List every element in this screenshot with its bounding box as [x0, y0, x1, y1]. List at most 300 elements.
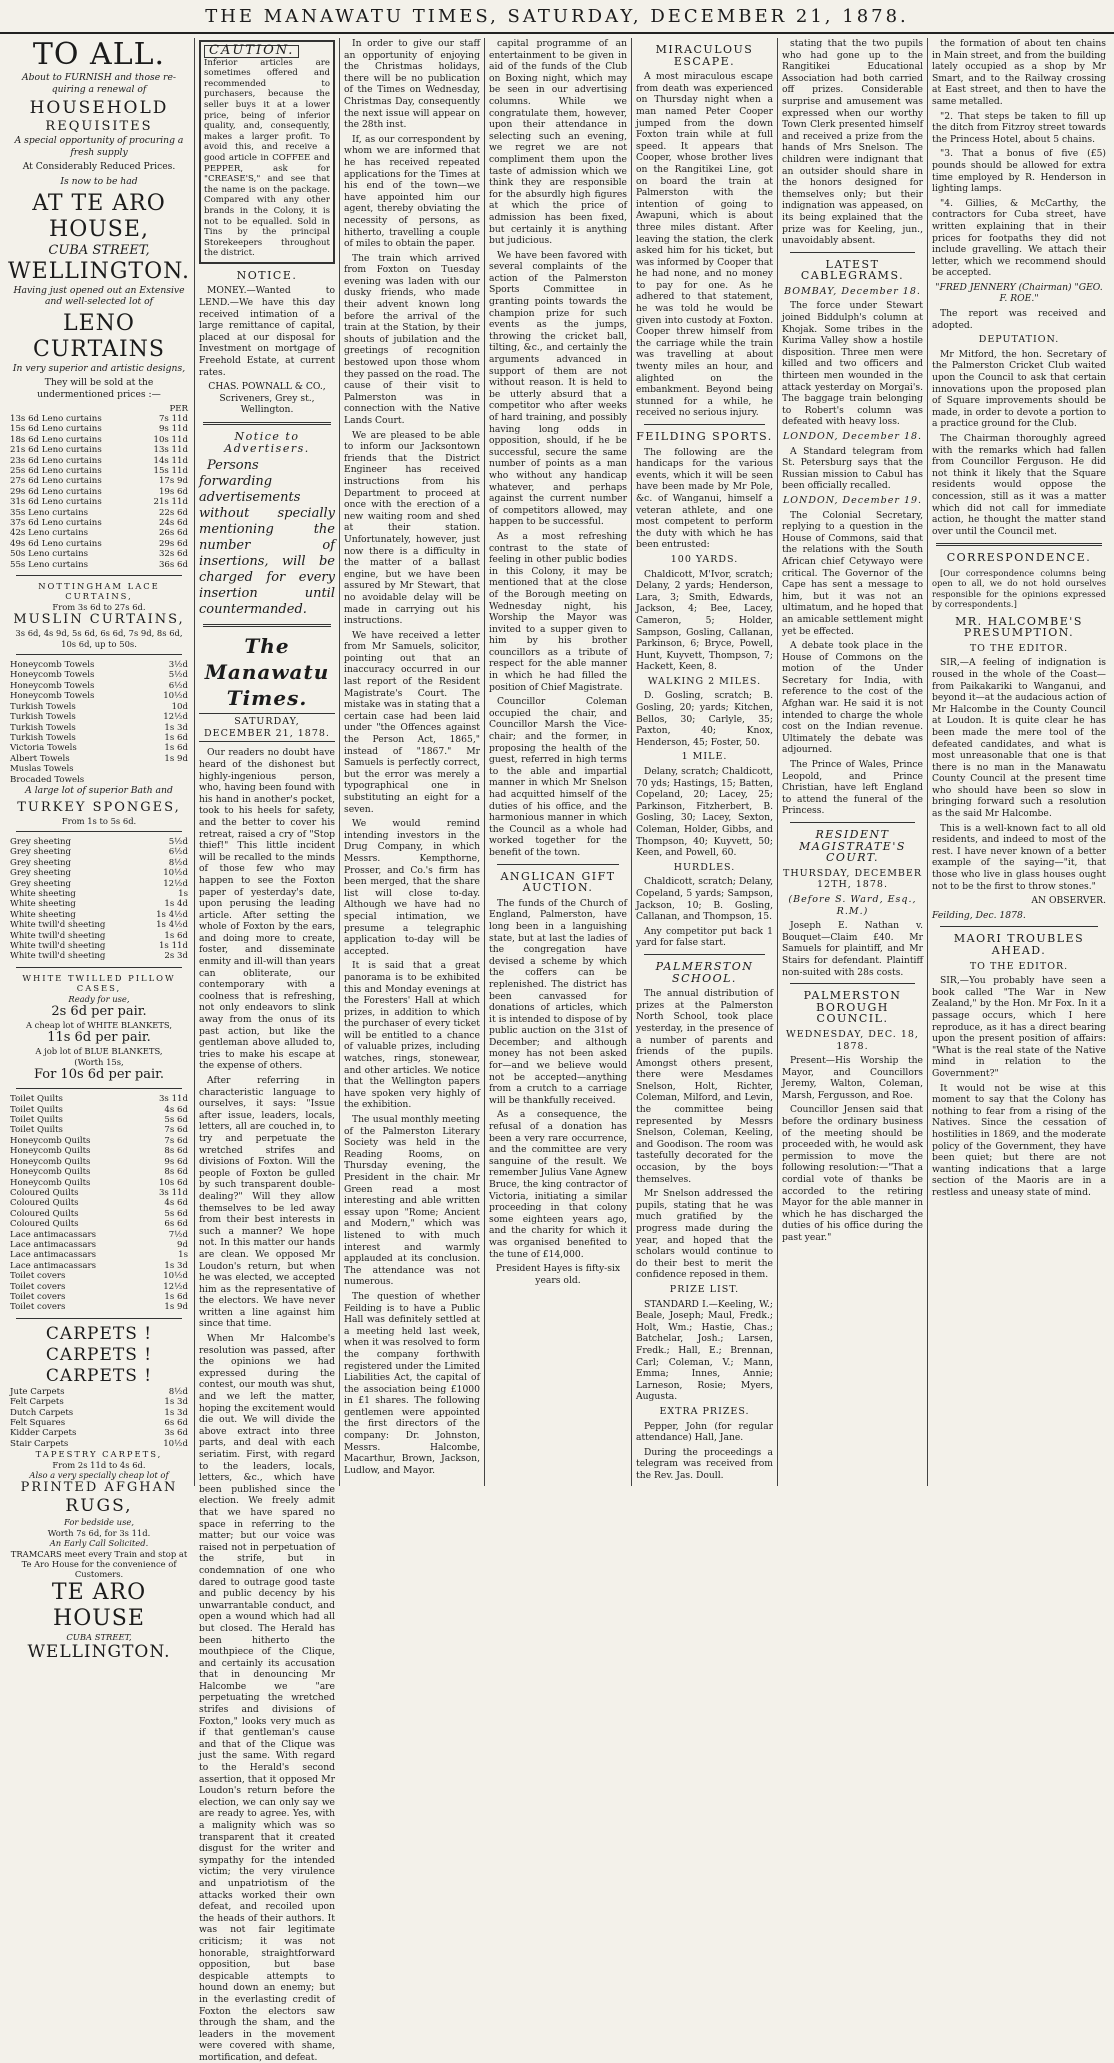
advert-ready: Ready for use,: [68, 993, 130, 1004]
quilt-row: [8, 1115, 190, 1125]
advert-city: WELLINGTON.: [8, 258, 190, 284]
caution-title: CAUTION.: [204, 45, 299, 58]
quilt-row-price: 1s: [178, 1250, 188, 1261]
towel-row-item: Victoria Towels: [10, 743, 77, 754]
local-news-3: The train which arrived from Foxton on Tuesday evening was laden with our dusky friends, who made their advent known long before the arrival of the train at the Station, by their shouts of jubilation and the greetings of recognition bestowed upon those whom they passed on the road. The cause of their visit to Palmerston was in connection with the Native Lands Court.: [344, 252, 480, 426]
quilt-row-price: 8s 6d: [164, 1146, 188, 1157]
sheeting-row: [8, 858, 190, 868]
resident-court-heading: RESIDENT MAGISTRATE'S COURT.: [799, 828, 906, 865]
advert-now: Is now to be had: [60, 175, 138, 187]
towel-row-price: 3½d: [168, 660, 188, 671]
sheeting-row-price: 1s 4d: [164, 899, 188, 910]
quilt-row-price: 7s 6d: [164, 1125, 188, 1136]
advert-reduced: At Considerably Reduced Prices.: [22, 161, 176, 173]
local-news-13: Councillor Coleman occupied the chair, and Councillor Marsh the Vice-chair; and the former, in proposing the health of the guest, referred in high terms to the able and impartial manner in which Mr Snelson had acquitted himself of the duties of his office, and the harmonious manner in which the Council as a whole had worked together for the benefit of the town.: [489, 696, 627, 858]
sheeting-row: [8, 837, 190, 847]
curtain-row: [8, 518, 190, 528]
maori-letter-1: SIR,—You probably have seen a book called "The War in New Zealand," by the Hon. Mr Fox. In it a passage occurs, which I here reproduce, as it has a direct bearing upon the present position of affairs: "What is the real state of the Native mind in relation to the Government?": [932, 975, 1106, 1079]
local-news-11: We have been favored with several complaints of the action of the Palmerston Sports Committee in granting points towards the champion prize for such events as the jumps, throwing the cricket ball, tilting, &c., and certainly the arguments advanced in support of them are not without reason. It is held to be utterly absurd that a competitor who after weeks of hard training, and possibly having long odds in opposition, should, if he be successful, secure the same number of points as a man who without any handicap whatever, and perhaps against the current number of competitors allowed, may happen to be successful.: [489, 249, 627, 528]
advert-early: An Early Call Solicited.: [49, 1538, 149, 1549]
carpet-row: [8, 1418, 190, 1428]
quilt-row: [8, 1146, 190, 1156]
curtain-row: [8, 435, 190, 445]
sheeting-row-item: White twill'd sheeting: [10, 951, 106, 962]
cable-text-1: The force under Stewart joined Biddulph's column at Khojak. Some tribes in the Kurima Valley show a hostile disposition. Three men were killed and two officers and thirteen men wounded in the attack yesterday on Morgai's. The baggage train belonging to Robert's column was defeated with heavy loss.: [782, 300, 923, 428]
sheeting-row: [8, 910, 190, 920]
correspondence-note: [Our correspondence columns being open to all, we do not hold ourselves responsible for the opinions expressed by correspondents.]: [932, 567, 1106, 610]
advert-nottingham: NOTTINGHAM LACE CURTAINS,: [38, 581, 160, 602]
sheeting-row-price: 8½d: [168, 857, 188, 868]
curtain-row-item: 31s 6d Leno curtains: [10, 497, 102, 508]
curtain-row-item: 50s Leno curtains: [10, 549, 89, 560]
advert-house-name: AT TE ARO HOUSE,: [32, 190, 166, 242]
carpet-row-item: Dutch Carpets: [10, 1407, 74, 1418]
halcombe-letter-to: TO THE EDITOR.: [969, 642, 1069, 654]
yards100-heading: 100 YARDS.: [670, 553, 739, 565]
quilt-row-item: Toilet covers: [10, 1271, 66, 1282]
sheeting-row: [8, 899, 190, 909]
towel-row: [8, 723, 190, 733]
curtain-row-item: 25s 6d Leno curtains: [10, 465, 102, 476]
quilt-row: [8, 1198, 190, 1208]
advert-footer-city: WELLINGTON.: [27, 1642, 171, 1663]
sheeting-row: [8, 931, 190, 941]
towel-row-price: 1s 9d: [164, 753, 188, 764]
advert-sold: They will be sold at the undermentioned prices :—: [37, 377, 161, 400]
quilt-row-item: Coloured Quilts: [10, 1219, 79, 1230]
curtain-row-item: 42s Leno curtains: [10, 528, 89, 539]
sheeting-row-price: 1s 6d: [164, 930, 188, 941]
sheeting-row: [8, 920, 190, 930]
caution-text: Inferior articles are sometimes offered and recommended to purchasers, because the seller buys it at a lower price, being of inferior quality, and, consequently, makes a larger profit. To avoid this, and receive a good article in COFFEE and PEPPER, ask for "CREASE'S," and see that the name is on the package. Compared with any other brands in the Colony, it is not to be equalled. Sold in Tins by the principal Storekeepers throughout the district.: [204, 57, 330, 259]
advert-bedside: For bedside use,: [63, 1517, 134, 1528]
curtain-row: [8, 560, 190, 570]
curtain-row-item: 13s 6d Leno curtains: [10, 413, 102, 424]
works-report-2: "2. That steps be taken to fill up the ditch from Fitzroy street towards the Princess Hotel, about 5 chains.: [932, 110, 1106, 145]
quilt-row-item: Lace antimacassars: [10, 1229, 96, 1240]
per-label: PER: [169, 403, 188, 414]
curtain-row-price: 13s 11d: [153, 445, 188, 456]
carpet-row-price: 1s 3d: [164, 1397, 188, 1408]
cablegrams-heading: LATEST CABLEGRAMS.: [800, 257, 905, 283]
towel-row: [8, 702, 190, 712]
quilt-row: [8, 1209, 190, 1219]
column-7: [927, 38, 1110, 1486]
curtain-row-price: 15s 11d: [153, 465, 188, 476]
carpet-row-price: 1s 3d: [164, 1407, 188, 1418]
quilt-row-item: Toilet Quilts: [10, 1115, 63, 1126]
quilt-row-price: 9s 6d: [164, 1156, 188, 1167]
advert-pillow: WHITE TWILLED PILLOW CASES,: [22, 972, 176, 994]
quilt-row: [8, 1178, 190, 1188]
quilt-row-price: 10½d: [163, 1271, 188, 1282]
quilt-row-item: Coloured Quilts: [10, 1208, 79, 1219]
quilt-row-item: Lace antimacassars: [10, 1260, 96, 1271]
towel-row: [8, 712, 190, 722]
carpet-row-price: 3s 6d: [164, 1428, 188, 1439]
quilt-row-price: 6s 6d: [164, 1219, 188, 1230]
quilt-row-price: 1s 9d: [164, 1302, 188, 1313]
advert-turkey: TURKEY SPONGES,: [17, 799, 181, 815]
carpet-row-price: 8½d: [168, 1386, 188, 1397]
works-report-3: "3. That a bonus of five (£5) pounds should be allowed for extra time employed by R. Henderson in lighting lamps.: [932, 148, 1106, 195]
quilt-row: [8, 1188, 190, 1198]
quilt-row-price: 4s 6d: [164, 1198, 188, 1209]
curtain-price-list: [8, 404, 190, 571]
column-3: [339, 38, 484, 1486]
borough-date: WEDNESDAY, DEC. 18, 1878.: [786, 1028, 919, 1052]
curtain-row-price: 7s 11d: [158, 413, 188, 424]
local-news-10: capital programme of an entertainment to be given in aid of the funds of the Club on Boxing night, which may be seen in our advertising columns. While we congratulate them, however, upon their attendance in selecting such an evening, we regret we are not compliment them upon the taste of admission which we think they are responsible for the absurdly high figures at which the price of admission has been fixed, but certainly it is anything but judicious.: [489, 38, 627, 247]
curtain-row-item: 18s 6d Leno curtains: [10, 434, 102, 445]
local-news-8: The usual monthly meeting of the Palmerston Literary Society was held in the Reading Rooms, on Thursday evening, the President in the chair. Mr Green read a most interesting and able written essay upon "Rome; Ancient and Modern," which was listened to with much interest and warmly applauded at its conclusion. The attendance was not numerous.: [344, 1114, 480, 1288]
borough-text-2: Councillor Jensen said that before the ordinary business of the meeting should be proceeded with, he would ask permission to move the following resolution:—"That a cordial vote of thanks be accorded to the retiring Mayor for the able manner in which he has discharged the duties of his office during the past year.": [782, 1104, 923, 1243]
resident-court-bench: (Before S. Ward, Esq., R.M.): [788, 893, 917, 917]
quilt-row-item: Toilet covers: [10, 1281, 66, 1292]
deputation-heading: DEPUTATION.: [978, 334, 1060, 346]
carpet-row-price: 10½d: [163, 1438, 188, 1449]
advert-carpets: CARPETS ! CARPETS ! CARPETS !: [45, 1323, 153, 1386]
quilt-row: [8, 1282, 190, 1292]
curtain-row-price: 17s 9d: [158, 476, 188, 487]
sheeting-row-item: Grey sheeting: [10, 857, 71, 868]
editorial-paragraph-2: After referring in characteristic language to ourselves, it says: "Issue after issue, leaders, locals, letters, all are couched in, to try and perpetuate the wretched strifes and divisions of Foxton. Will the people of Foxton be gulled by such transparent double-dealing?" Will they allow themselves to be led away from their best interests in such a manner? We hope not. In this matter our hands are clean. We opposed Mr Loudon's return, but when he was elected, we accepted him as the representative of the electors. We have never written a line against him since that time.: [199, 1075, 335, 1330]
school-paragraph-2: Mr Snelson addressed the pupils, stating that he was much gratified by the progress made during the year, and hoped that the scholars would continue to do their best to merit the confidence reposed in them.: [636, 1188, 773, 1281]
halcombe-letter-place: Feilding, Dec. 1878.: [932, 909, 1026, 921]
towel-row: [8, 764, 190, 774]
towel-row-item: Albert Towels: [10, 753, 70, 764]
sheeting-row-item: White twill'd sheeting: [10, 941, 106, 951]
advert-printed: PRINTED AFGHAN: [20, 1480, 178, 1496]
prize-list-text: STANDARD I.—Keeling, W.; Beale, Joseph; Maul, Fredk.; Holt, Wm.; Hastie, Chas.; Batchelar, Josh.; Larsen, Fredk.; Hall, E.; Brennan, Carl; Coleman, V.; Mann, Emma; Innes, Annie; Larneson, Rosie; Myers, Augusta.: [636, 1298, 773, 1403]
quilt-row-item: Lace antimacassars: [10, 1239, 96, 1250]
curtain-row: [8, 476, 190, 486]
curtain-row: [8, 497, 190, 507]
towel-price-list: [8, 660, 190, 785]
towel-row-item: Honeycomb Towels: [10, 670, 95, 681]
towel-row-price: 1s 6d: [164, 732, 188, 743]
towel-row: [8, 733, 190, 743]
quilt-row: [8, 1167, 190, 1177]
quilt-row: [8, 1250, 190, 1260]
advert-leno: LENO CURTAINS: [33, 310, 165, 362]
curtain-row: [8, 549, 190, 559]
curtain-row-item: 21s 6d Leno curtains: [10, 445, 102, 456]
anglican-paragraph-1: The funds of the Church of England, Palmerston, have long been in a languishing state, but at last the ladies of the congregation have devised a scheme by which the coffers can be replenished. The district has been canvassed for donations of articles, which it is intended to dispose of by public auction on the 31st of December; and although money has not been asked for—and we believe would not be accepted—anything from a crutch to a carriage will be thankfully received.: [489, 897, 627, 1106]
curtain-row-price: 24s 6d: [158, 518, 188, 528]
advert-worth: Worth 7s 6d, for 3s 11d.: [47, 1527, 151, 1538]
advert-bath: A large lot of superior Bath and: [25, 784, 173, 796]
mile-text: Delany, scratch; Chaldicott, 70 yds; Hastings, 15; Batten, Copeland, 20; Lacey, 25; Parkinson, Fitzherbert, B. Gosling, 30; Lacey, Sexton, Coleman, Holder, Gibbs, and Thompson, 40; Kuyvett, 50; Keen, and Powell, 60.: [636, 766, 773, 859]
maori-letter-heading: MAORI TROUBLES AHEAD.: [953, 932, 1085, 957]
advert-blue-price: For 10s 6d per pair.: [33, 1067, 165, 1083]
curtain-row-item: 29s 6d Leno curtains: [10, 486, 102, 497]
towel-row: [8, 681, 190, 691]
sheeting-row-price: 12½d: [163, 878, 188, 889]
local-news-5: We have received a letter from Mr Samuels, solicitor, pointing out that an inaccuracy occurred in our last report of the Resident Magistrate's Court. The mistake was in stating that a certain case had been laid under "the Offences against the Person Act, 1865," instead of "1867." Mr Samuels is perfectly correct, but the error was merely a typographical one in substituting an eight for a seven.: [344, 629, 480, 815]
advert-blue-worth: (Worth 15s,: [74, 1056, 124, 1067]
towel-row: [8, 691, 190, 701]
curtain-row-price: 22s 6d: [158, 507, 188, 518]
column-5: [631, 38, 777, 1486]
works-report-adopted: The report was received and adopted.: [932, 308, 1106, 331]
hurdles-heading: HURDLES.: [673, 861, 736, 873]
quilt-row-item: Coloured Quilts: [10, 1198, 79, 1209]
advert-special: A special opportunity of procuring a fresh supply: [14, 135, 184, 158]
sheeting-row-item: White twill'd sheeting: [10, 920, 106, 931]
local-news-4: We are pleased to be able to inform our Jacksontown friends that the District Engineer has received instructions from his Department to proceed at once with the erection of a new waiting room and shed at their station. Unfortunately, however, just now there is a difficulty in the matter of a ballast engine, but we have been assured by Mr Stewart, that no avoidable delay will be made in carrying out his instructions.: [344, 429, 480, 627]
towel-row-item: Turkish Towels: [10, 712, 76, 723]
column-6: [777, 38, 927, 1486]
quilt-row-price: 7½d: [168, 1229, 188, 1240]
masthead: [0, 0, 1114, 34]
advert-headline: TO ALL.: [32, 37, 166, 72]
sheeting-row-price: 1s 11d: [158, 941, 188, 951]
quilt-row-price: 1s 3d: [164, 1260, 188, 1271]
walking-heading: WALKING 2 MILES.: [647, 675, 762, 687]
carpet-row-item: Jute Carpets: [10, 1386, 65, 1397]
carpet-row: [8, 1397, 190, 1407]
quilt-row-item: Lace antimacassars: [10, 1250, 96, 1261]
quilt-row-price: 3s 11d: [158, 1187, 188, 1198]
quilt-row: [8, 1219, 190, 1229]
advert-footer-house: TE ARO HOUSE: [51, 1579, 147, 1631]
quilt-price-list: [8, 1094, 190, 1313]
curtain-row: [8, 528, 190, 538]
advert-opened: Having just opened out an Extensive and well-selected lot of: [13, 284, 185, 308]
advertisers-heading: Notice to Advertisers.: [224, 430, 310, 455]
carpet-row: [8, 1387, 190, 1397]
carpet-price-list: [8, 1387, 190, 1449]
deputation-text-1: Mr Mitford, the hon. Secretary of the Palmerston Cricket Club waited upon the Council to ask that certain innovations upon the proposed plan of Square improvements should be made, in order to devote a portion to a practice ground for the Club.: [932, 348, 1106, 430]
curtain-row: [8, 456, 190, 466]
newspaper-title: The Manawatu Times.: [204, 634, 330, 711]
towel-row-price: 12½d: [163, 712, 188, 723]
extra-prizes-heading: EXTRA PRIZES.: [659, 1405, 750, 1417]
carpet-row-price: 6s 6d: [164, 1418, 188, 1428]
sheeting-row: [8, 868, 190, 878]
advertisers-text: Persons forwarding advertisements without specially mentioning the number of insertions, will be charged for every insertion until countermanded.: [199, 458, 335, 618]
towel-row-price: 10d: [171, 701, 188, 712]
quilt-row-item: Toilet Quilts: [10, 1104, 63, 1115]
towel-row-item: Turkish Towels: [10, 732, 76, 743]
quilt-row-item: Toilet Quilts: [10, 1125, 63, 1136]
quilt-row: [8, 1240, 190, 1250]
yards100-text: Chaldicott, M'Ivor, scratch; Delany, 2 yards; Henderson, Lara, 3; Smith, Edwards, Jackson, 4; Bee, Lacey, Cameron, 5; Holder, Sampson, Gosling, Callanan, Parkinson, 6; Bryce, Powell, Hunt, Kuyvett, Thompson, 7; Hackett, Keen, 8.: [636, 568, 773, 673]
sheeting-row-price: 1s 4½d: [156, 909, 188, 920]
miraculous-heading: MIRACULOUS ESCAPE.: [655, 43, 754, 68]
quilt-row-price: 10s 6d: [158, 1177, 188, 1188]
curtain-row-price: 29s 6d: [158, 538, 188, 549]
prize-list-heading: PRIZE LIST.: [669, 1283, 740, 1295]
local-news-6: We would remind intending investors in the Drug Company, in which Messrs. Kempthorne, Prosser, and Co.'s firm has been merged, that the share list will close to-day. Although we have had no special intimation, we presume a telegraphic application to-day will be accepted.: [344, 818, 480, 957]
towel-row-price: 6½d: [168, 680, 188, 691]
curtain-row-price: 26s 6d: [158, 528, 188, 539]
curtain-row-price: 19s 6d: [158, 486, 188, 497]
advert-blue: A job lot of BLUE BLANKETS,: [35, 1046, 163, 1057]
sheeting-row-item: Grey sheeting: [10, 836, 71, 847]
extra-prizes-text: Pepper, John (for regular attendance) Hall, Jane.: [636, 1420, 773, 1444]
curtain-row-item: 23s 6d Leno curtains: [10, 455, 102, 466]
sheeting-row-item: Grey sheeting: [10, 847, 71, 858]
editorial-dateline: SATURDAY, DECEMBER 21, 1878.: [199, 713, 335, 742]
deputation-text-2: The Chairman thoroughly agreed with the remarks which had fallen from Councillor Ferguson. He did not think it likely that the Square residents would oppose the concession, still as it was a matter which did not call for immediate action, he thought the matter stand over until the Council met.: [932, 433, 1106, 537]
halcombe-letter-2: This is a well-known fact to all old residents, and indeed to most of the rest. I have never known of a better example of the saying—"it, that those who live in glass houses ought not to be the first to throw stones.": [932, 822, 1106, 892]
towel-row-item: Brocaded Towels: [10, 774, 85, 785]
curtain-row-item: 35s Leno curtains: [10, 507, 89, 518]
borough-heading: PALMERSTON BOROUGH COUNCIL.: [803, 989, 902, 1026]
advert-muslin-price: 3s 6d, 4s 9d, 5s 6d, 6s 6d, 7s 9d, 8s 6d, 10s 6d, up to 50s.: [15, 628, 183, 649]
sheeting-row-price: 10½d: [163, 868, 188, 879]
towel-row-item: Muslas Towels: [10, 764, 74, 775]
works-report-4: "4. Gillies, & McCarthy, the contractors for Cuba street, have written explaining that in their prices for footpaths they did not include gravelling. We attach their letter, which we recommend should be accepted.: [932, 197, 1106, 279]
halcombe-letter-heading: MR. HALCOMBE'S PRESUMPTION.: [955, 614, 1083, 640]
maori-letter-2: It would not be wise at this moment to say that the Colony has nothing to fear from a rising of the Natives. Since the cessation of hostilities in 1869, and the moderate policy of the Government, they have been quiet; but there are not wanting indications that a large section of the Maoris are in a restless and uneasy state of mind.: [932, 1082, 1106, 1198]
quilt-row-item: Honeycomb Quilts: [10, 1135, 91, 1146]
feilding-heading: FEILDING SPORTS.: [636, 430, 773, 443]
curtain-row: [8, 466, 190, 476]
advert-blankets-price: 11s 6d per pair.: [47, 1030, 151, 1046]
quilt-row-price: 8s 6d: [164, 1167, 188, 1178]
quilt-row-price: 3s 11d: [158, 1094, 188, 1105]
mile-heading: 1 MILE.: [681, 751, 728, 763]
maori-letter-to: TO THE EDITOR.: [969, 960, 1069, 972]
school-heading: PALMERSTON SCHOOL.: [655, 959, 754, 985]
towel-row-item: Turkish Towels: [10, 701, 76, 712]
curtain-row: [8, 487, 190, 497]
sheeting-row: [8, 847, 190, 857]
quilt-row-item: Toilet Quilts: [10, 1094, 63, 1105]
sheeting-row-item: White twill'd sheeting: [10, 930, 106, 941]
carpet-row: [8, 1428, 190, 1438]
editorial-paragraph-1: Our readers no doubt have heard of the dishonest but highly-ingenious person, who, having been found with his hand in another's pocket, took to his heels for safety, and the better to cover his retreat, raised a cry of "Stop thief!" This little incident will be recalled to the minds of those few who may happen to see the Foxton paper of yesterday's date, upon perusing the leading article. After setting the whole of Foxton by the ears, and doing more to create, foster, and disseminate enmity and ill-will than years can obliterate, our contemporary with a coolness that is refreshing, not only endeavors to slink away from the onus of its past action, but like the gentleman above alluded to, tries to make his escape at the expense of others.: [199, 747, 335, 1072]
quilt-row: [8, 1157, 190, 1167]
sheeting-row-item: White sheeting: [10, 909, 76, 920]
editorial-paragraph-3: When Mr Halcombe's resolution was passed, after the opinions we had expressed during the contest, our mouth was shut, and we left the matter, hoping the excitement would die out. We will divide the above extract into three parts, and deal with each seriatim. First, with regard to the leaders, locals, letters, &c., which have been published since the election. We freely admit that we have spared no space in referring to the matter; but our voice was raised not in perpetuation of the strife, but in condemnation of one who dared to outrage good taste and public decency by his unwarrantable conduct, and open a wound which had all but closed. The Herald has been hitherto the mouthpiece of the Clique, and certainly its accusation that in denouncing Mr Halcombe we "are perpetuating the wretched strifes and divisions of Foxton," looks very much as if that gentleman's cause and that of the Clique was just the same. With regard to the Herald's second assertion, that it opposed Mr Loudon's return before the election, we can only say we are ready to agree. Yes, with a malignity which was so transparent that it created disgust for the writer and sympathy for the intended victim; the very virulence and unpatriotism of the attacks worked their own defeat, and recoiled upon the heads of their authors. It was not fair legitimate criticism; it was not honorable, straightforward opposition, but base despicable attempts to hound down an enemy; but in the everlasting credit of Foxton the electors saw through the sham, and the leaders in the movement were covered with shame, mortification, and defeat.: [199, 1333, 335, 2063]
advert-requisites: REQUISITES: [45, 119, 153, 135]
advert-tapestry: TAPESTRY CARPETS,: [35, 1449, 163, 1460]
curtain-row-item: 27s 6d Leno curtains: [10, 476, 102, 487]
local-news-9: The question of whether Feilding is to have a Public Hall was definitely settled at a meeting held last week, when it was resolved to form the company forthwith registered under the Limited Liabilities Act, the capital of the association being £1000 in £1 shares. The following gentlemen were appointed the first directors of the company: Dr. Johnston, Messrs. Halcombe, Macarthur, Brown, Jackson, Ludlow, and Mayor.: [344, 1290, 480, 1476]
advert-turkey-price: From 1s to 5s 6d.: [61, 815, 137, 826]
masthead-title: THE MANAWATU TIMES, SATURDAY, DECEMBER 21, 1878.: [205, 6, 909, 27]
school-continued: stating that the two pupils who had gone up to the Rangitikei Educational Association had both carried off prizes. Considerable surprise and amusement was expressed when our worthy Town Clerk presented himself and received a prize from the hands of Mrs Snelson. The children were indignant that an outsider should share in the honors designed for themselves only; but their indignation was appeased, on its being explained that the prize was for Keeling, jun., unavoidably absent.: [782, 38, 923, 247]
advert-about: About to FURNISH and those re-quiring a renewal of: [22, 72, 176, 95]
works-report-signed: "FRED JENNERY (Chairman) "GEO. F. ROE.": [935, 281, 1103, 305]
miraculous-text: A most miraculous escape from death was experienced on Thursday night when a man named Peter Cooper jumped from the down Foxton train while at full speed. It appears that Cooper, whose brother lives on the Rangitikei Line, got on board the train at Palmerston with the intention of going to Awapuni, which is about three miles distant. After leaving the station, the clerk asked him for his ticket, but was informed by Cooper that he had none, and no money to pay for one. As he adhered to that statement, he was told he would be given into custody at Foxton. Cooper threw himself from the carriage while the train was travelling at about twenty miles an hour, and alighted on the embankment. Beyond being stunned for a while, he received no serious injury.: [636, 71, 773, 419]
sheeting-row-price: 6½d: [168, 847, 188, 858]
advert-household: HOUSEHOLD: [29, 98, 169, 119]
page-footer-note: President Hayes is fifty-six years old.: [495, 1263, 621, 1286]
quilt-row: [8, 1136, 190, 1146]
curtain-row-price: 9s 11d: [158, 424, 188, 435]
sheeting-row-item: Grey sheeting: [10, 878, 71, 889]
cable-text-4: A debate took place in the House of Commons on the motion of the Under Secretary for India, with reference to the cost of the Afghan war. He said it is not intended to charge the whole cost on the Indian revenue. Ultimately the debate was adjourned.: [782, 640, 923, 756]
quilt-row: [8, 1292, 190, 1302]
curtain-row: [8, 508, 190, 518]
curtain-row: [8, 539, 190, 549]
quilt-row: [8, 1094, 190, 1104]
cable-dateline-london-2: LONDON, December 19.: [782, 494, 923, 506]
curtain-row-item: 55s Leno curtains: [10, 559, 89, 570]
quilt-row-item: Honeycomb Quilts: [10, 1177, 91, 1188]
school-paragraph-1: The annual distribution of prizes at the Palmerston North School, took place yesterday, in the presence of a number of parents and friends of the pupils. Amongst others present, there were Mesdames Snelson, Holt, Richter, Coleman, Milford, and Levin, the committee being represented by Messrs Snelson, Coleman, Keeling, and Goodison. The room was tastefully decorated for the occasion, by the boys themselves.: [636, 988, 773, 1185]
quilt-row-item: Coloured Quilts: [10, 1187, 79, 1198]
quilt-row-item: Toilet covers: [10, 1291, 66, 1302]
school-paragraph-3: During the proceedings a telegram was received from the Rev. Jas. Doull.: [636, 1446, 773, 1481]
curtain-row-item: 37s 6d Leno curtains: [10, 518, 102, 528]
advert-pair: 2s 6d per pair.: [51, 1004, 147, 1020]
advert-tapestry-price: From 2s 11d to 4s 6d.: [52, 1459, 146, 1470]
towel-row-price: 5½d: [168, 670, 188, 681]
curtain-row: [8, 414, 190, 424]
quilt-row-item: Honeycomb Quilts: [10, 1167, 91, 1178]
quilt-row-price: 5s 6d: [164, 1115, 188, 1126]
quilt-row-item: Honeycomb Quilts: [10, 1156, 91, 1167]
towel-row: [8, 743, 190, 753]
advert-blankets: A cheap lot of WHITE BLANKETS,: [25, 1020, 173, 1031]
advert-muslin: MUSLIN CURTAINS,: [13, 612, 185, 628]
sheeting-row-item: Grey sheeting: [10, 868, 71, 879]
sheeting-row-price: 5½d: [168, 836, 188, 847]
quilt-row-item: Honeycomb Quilts: [10, 1146, 91, 1157]
towel-row: [8, 775, 190, 785]
quilt-row: [8, 1302, 190, 1312]
curtain-row-price: 36s 6d: [158, 559, 188, 570]
sheeting-row-item: White sheeting: [10, 888, 76, 899]
curtain-row-item: 15s 6d Leno curtains: [10, 424, 102, 435]
towel-row-price: 1s 3d: [164, 722, 188, 733]
curtain-row-price: 21s 11d: [153, 497, 188, 508]
carpet-row-item: Stair Carpets: [10, 1438, 69, 1449]
walking-text: D. Gosling, scratch; B. Gosling, 20; yards; Kitchen, Bellos, 30; Carlyle, 35; Paxton, 40; Knox, Henderson, 45; Foster, 50.: [636, 690, 773, 748]
local-news-1: In order to give our staff an opportunity of enjoying the Christmas holidays, there will be no publication of the Times on Wednesday, Christmas Day, consequently the next issue will appear on the 28th inst.: [344, 38, 480, 131]
halcombe-letter-1: SIR,—A feeling of indignation is roused in the whole of the Coast—from Paikakariki to Wanganui, and beyond it—at the audacious action of Mr Halcombe in the County Council at Loudon. It is quite clear he has been made the mere tool of the defeated candidates, and what is most unreasonable that one is that there is no man in the Manawatu County Council at the present time who should have been so slow in bringing forward such a resolution as the said Mr Halcombe.: [932, 657, 1106, 820]
cable-dateline-london-1: LONDON, December 18.: [782, 431, 923, 442]
anglican-paragraph-2: As a consequence, the refusal of a donation has been a very rare occurrence, and the committee are very sanguine of the result. We remember Julius Vane Agnew Bruce, the king contractor of Victoria, initiating a similar proceeding in that colony some eighteen years ago, and the charity for which it was organised benefited to the tune of £14,000.: [489, 1109, 627, 1260]
carpet-row: [8, 1408, 190, 1418]
cable-text-2: A Standard telegram from St. Petersburg says that the Russian mission to Cabul has been officially recalled.: [782, 445, 923, 492]
curtain-row-price: 10s 11d: [153, 434, 188, 445]
borough-text-1: Present—His Worship the Mayor, and Councillors Jeremy, Walton, Coleman, Marsh, Fergusson, and Roe.: [782, 1055, 923, 1101]
towel-row-item: Turkish Towels: [10, 722, 76, 733]
local-news-12: As a most refreshing contrast to the state of feeling in other public bodies in this Colony, it may be mentioned that at the close of the Borough meeting on Wednesday night, his Worship the Mayor was invited to a supper given to him by his brother councillors as a tribute of respect for the able manner in which he had filled the position of Chief Magistrate.: [489, 530, 627, 693]
false-start-note: Any competitor put back 1 yard for false start.: [636, 925, 773, 949]
column-4: [484, 38, 631, 1486]
halcombe-letter-signature: AN OBSERVER.: [1031, 895, 1106, 907]
quilt-row-price: 1s 6d: [164, 1291, 188, 1302]
quilt-row-price: 4s 6d: [164, 1104, 188, 1115]
curtain-row-item: 49s 6d Leno curtains: [10, 538, 102, 549]
notice-text: MONEY.—Wanted to LEND.—We have this day received intimation of a large remittance of capital, placed at our disposal for Investment on mortgage of Freehold Estate, at current rates.: [199, 285, 335, 378]
curtain-row-price: 14s 11d: [153, 455, 188, 466]
correspondence-heading: CORRESPONDENCE.: [946, 551, 1092, 565]
column-te-aro-advert: [4, 37, 194, 1663]
quilt-row: [8, 1125, 190, 1135]
cable-text-5: The Prince of Wales, Prince Leopold, and Prince Christian, have left England to attend the funeral of the Princess.: [782, 759, 923, 817]
advert-nottingham-price: From 3s 6d to 27s 6d.: [52, 601, 146, 612]
column-2: [194, 38, 339, 2063]
curtain-row: [8, 445, 190, 455]
quilt-row-price: 5s 6d: [164, 1208, 188, 1219]
advert-street: CUBA STREET,: [48, 242, 150, 258]
feilding-text: The following are the handicaps for the various events, which it will be seen have been made by Mr Pole, &c. of Wanganui, himself a veteran athlete, and one most competent to perform the duty with which he has been entrusted:: [636, 446, 773, 551]
quilt-row: [8, 1230, 190, 1240]
sheeting-row: [8, 879, 190, 889]
carpet-row-item: Kidder Carpets: [10, 1428, 77, 1439]
carpet-row: [8, 1439, 190, 1449]
notice-signature: CHAS. POWNALL & CO., Scriveners, Grey st., Wellington.: [208, 381, 326, 416]
